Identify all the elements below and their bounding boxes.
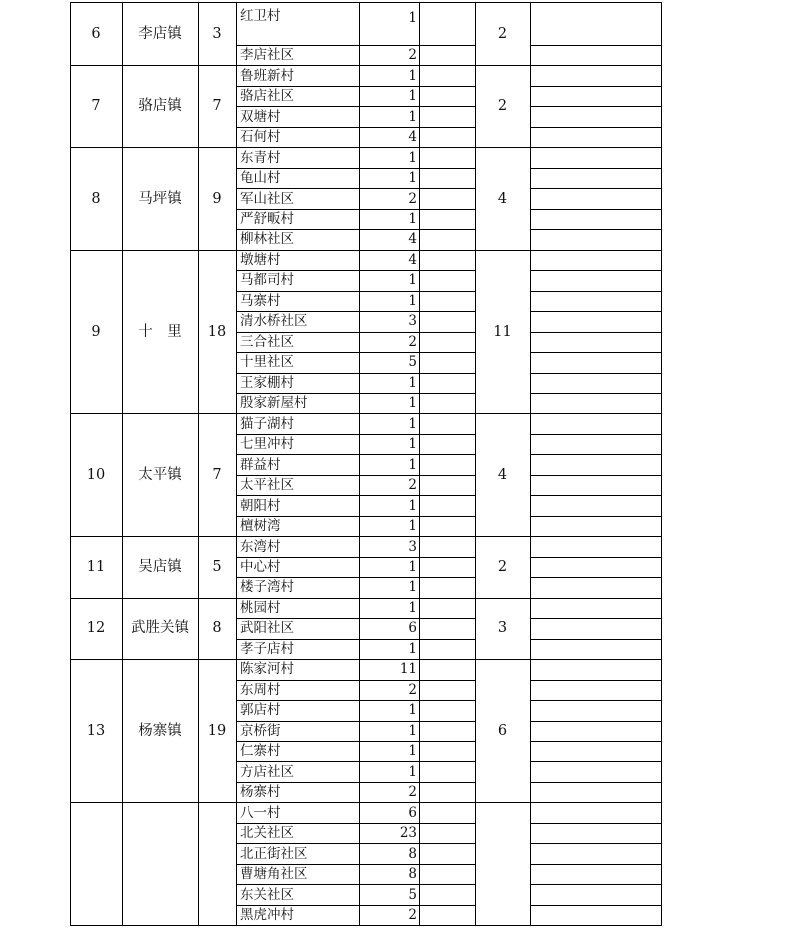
town-name: 武胜关镇 xyxy=(131,620,189,637)
village-name: 北正街社区 xyxy=(240,845,308,862)
town-extra: 2 xyxy=(497,98,508,115)
village-count: 2 xyxy=(408,784,417,801)
group-number: 13 xyxy=(86,722,106,739)
group-line xyxy=(70,925,236,926)
village-count: 1 xyxy=(408,210,417,227)
village-count: 2 xyxy=(408,333,417,350)
group-line xyxy=(475,147,530,148)
row-line xyxy=(236,925,475,926)
group-line xyxy=(475,925,530,926)
village-name: 七里冲村 xyxy=(240,436,294,453)
group-line xyxy=(70,598,236,599)
village-name: 猫子湖村 xyxy=(240,415,294,432)
group-line xyxy=(70,413,236,414)
village-count: 2 xyxy=(408,477,417,494)
group-number: 7 xyxy=(91,98,101,115)
row-line xyxy=(530,291,662,292)
village-count: 1 xyxy=(408,170,417,187)
village-count: 2 xyxy=(408,906,417,923)
village-count: 1 xyxy=(408,395,417,412)
row-line xyxy=(530,884,662,885)
village-name: 檀树湾 xyxy=(240,518,281,535)
village-count: 1 xyxy=(408,743,417,760)
town-total: 19 xyxy=(207,722,227,739)
village-name: 龟山村 xyxy=(240,170,281,187)
village-count: 1 xyxy=(408,599,417,616)
row-line xyxy=(530,188,662,189)
village-name: 武阳社区 xyxy=(240,620,294,637)
column-line xyxy=(359,2,360,926)
town-extra: 4 xyxy=(497,190,508,207)
village-name: 杨寨村 xyxy=(240,784,281,801)
town-total: 5 xyxy=(212,558,222,575)
village-name: 黑虎冲村 xyxy=(240,906,294,923)
village-count: 1 xyxy=(408,292,417,309)
group-line xyxy=(475,802,530,803)
row-line xyxy=(530,393,662,394)
group-line xyxy=(475,536,530,537)
group-line xyxy=(475,598,530,599)
group-line xyxy=(70,536,236,537)
town-name: 李店镇 xyxy=(138,25,182,42)
village-name: 石何村 xyxy=(240,129,281,146)
village-count: 3 xyxy=(408,538,417,555)
village-name: 孝子店村 xyxy=(240,640,294,657)
village-name: 太平社区 xyxy=(240,477,294,494)
row-line xyxy=(530,802,662,803)
village-count: 3 xyxy=(408,313,417,330)
town-total: 9 xyxy=(212,190,222,207)
row-line xyxy=(530,434,662,435)
village-count: 1 xyxy=(408,374,417,391)
village-name: 双塘村 xyxy=(240,108,281,125)
village-count: 23 xyxy=(399,825,417,842)
village-count: 1 xyxy=(408,415,417,432)
group-number: 10 xyxy=(86,466,106,483)
row-line xyxy=(530,618,662,619)
village-name: 鲁班新村 xyxy=(240,67,294,84)
town-name: 马坪镇 xyxy=(138,190,182,207)
group-line xyxy=(70,147,236,148)
village-name: 骆店社区 xyxy=(240,88,294,105)
village-count: 6 xyxy=(408,804,417,821)
row-line xyxy=(530,45,662,46)
row-line xyxy=(530,905,662,906)
village-name: 红卫村 xyxy=(240,8,281,24)
group-line xyxy=(70,659,236,660)
town-extra: 6 xyxy=(497,722,508,739)
village-count: 8 xyxy=(408,845,417,862)
village-count: 1 xyxy=(408,763,417,780)
village-name: 东周村 xyxy=(240,681,281,698)
town-name: 杨寨镇 xyxy=(138,722,182,739)
row-line xyxy=(530,598,662,599)
row-line xyxy=(530,250,662,251)
town-total: 7 xyxy=(212,466,222,483)
row-line xyxy=(530,229,662,230)
group-line xyxy=(70,65,236,66)
column-line xyxy=(198,2,199,926)
town-name: 太平镇 xyxy=(138,466,182,483)
row-line xyxy=(530,864,662,865)
row-line xyxy=(530,270,662,271)
group-line xyxy=(475,413,530,414)
village-count: 11 xyxy=(399,661,417,678)
village-name: 朝阳村 xyxy=(240,497,281,514)
village-name: 八一村 xyxy=(240,804,281,821)
row-line xyxy=(530,311,662,312)
group-number: 12 xyxy=(86,620,106,637)
village-name: 王家棚村 xyxy=(240,374,294,391)
town-total: 3 xyxy=(212,25,222,42)
village-name: 桃园村 xyxy=(240,599,281,616)
row-line xyxy=(530,843,662,844)
row-line xyxy=(530,475,662,476)
group-line xyxy=(475,250,530,251)
village-count: 1 xyxy=(408,497,417,514)
village-count: 6 xyxy=(408,620,417,637)
village-name: 北关社区 xyxy=(240,825,294,842)
row-line xyxy=(530,106,662,107)
village-name: 三合社区 xyxy=(240,333,294,350)
row-line xyxy=(530,86,662,87)
village-count: 1 xyxy=(408,67,417,84)
village-name: 中心村 xyxy=(240,558,281,575)
village-name: 楼子湾村 xyxy=(240,579,294,596)
row-line xyxy=(530,557,662,558)
village-name: 马都司村 xyxy=(240,272,294,289)
town-name: 吴店镇 xyxy=(138,558,182,575)
village-name: 东关社区 xyxy=(240,886,294,903)
group-line xyxy=(475,659,530,660)
row-line xyxy=(530,127,662,128)
column-line xyxy=(475,2,476,926)
row-line xyxy=(530,516,662,517)
village-name: 仁寨村 xyxy=(240,743,281,760)
row-line xyxy=(530,536,662,537)
village-name: 军山社区 xyxy=(240,190,294,207)
village-count: 2 xyxy=(408,47,417,64)
row-line xyxy=(530,741,662,742)
group-line xyxy=(475,65,530,66)
town-name: 骆店镇 xyxy=(138,98,182,115)
town-total: 8 xyxy=(212,620,222,637)
village-name: 十里社区 xyxy=(240,354,294,371)
group-number: 8 xyxy=(91,190,101,207)
town-total: 7 xyxy=(212,98,222,115)
row-line xyxy=(530,577,662,578)
village-count: 1 xyxy=(408,10,417,26)
village-name: 郭店村 xyxy=(240,702,281,719)
village-count: 1 xyxy=(408,702,417,719)
row-line xyxy=(530,454,662,455)
column-line xyxy=(122,2,123,926)
village-count: 1 xyxy=(408,88,417,105)
village-count: 1 xyxy=(408,108,417,125)
group-line xyxy=(70,250,236,251)
village-count: 1 xyxy=(408,456,417,473)
row-line xyxy=(530,373,662,374)
row-line xyxy=(530,659,662,660)
village-count: 1 xyxy=(408,558,417,575)
column-line xyxy=(419,2,420,926)
village-count: 1 xyxy=(408,149,417,166)
village-count: 1 xyxy=(408,518,417,535)
village-count: 1 xyxy=(408,640,417,657)
row-line xyxy=(530,495,662,496)
row-line xyxy=(530,782,662,783)
village-name: 李店社区 xyxy=(240,47,294,64)
village-name: 东青村 xyxy=(240,149,281,166)
column-line xyxy=(530,2,531,926)
village-count: 5 xyxy=(408,354,417,371)
town-extra: 4 xyxy=(497,466,508,483)
row-line xyxy=(530,680,662,681)
column-line xyxy=(661,2,662,926)
town-extra: 3 xyxy=(497,620,508,637)
row-line xyxy=(530,700,662,701)
group-number: 11 xyxy=(86,558,106,575)
village-name: 陈家河村 xyxy=(240,661,294,678)
row-line xyxy=(530,352,662,353)
village-count: 4 xyxy=(408,231,417,248)
village-name: 墩塘村 xyxy=(240,251,281,268)
town-name: 十 里 xyxy=(138,323,182,340)
row-line xyxy=(530,413,662,414)
table-top-border xyxy=(70,2,662,3)
village-name: 方店社区 xyxy=(240,763,294,780)
village-count: 2 xyxy=(408,190,417,207)
village-count: 1 xyxy=(408,436,417,453)
village-name: 东湾村 xyxy=(240,538,281,555)
village-count: 1 xyxy=(408,272,417,289)
village-name: 殷家新屋村 xyxy=(240,395,308,412)
village-count: 1 xyxy=(408,722,417,739)
row-line xyxy=(530,823,662,824)
village-name: 严舒畈村 xyxy=(240,210,294,227)
column-line xyxy=(236,2,237,926)
town-extra: 2 xyxy=(497,558,508,575)
row-line xyxy=(530,65,662,66)
row-line xyxy=(530,168,662,169)
village-count: 1 xyxy=(408,579,417,596)
village-count: 4 xyxy=(408,129,417,146)
row-line xyxy=(530,721,662,722)
row-line xyxy=(530,925,662,926)
village-name: 京桥街 xyxy=(240,722,281,739)
village-count: 2 xyxy=(408,681,417,698)
village-name: 清水桥社区 xyxy=(240,313,308,330)
village-name: 马寨村 xyxy=(240,292,281,309)
town-extra: 2 xyxy=(497,25,508,42)
village-count: 4 xyxy=(408,251,417,268)
group-line xyxy=(70,802,236,803)
row-line xyxy=(530,332,662,333)
group-number: 9 xyxy=(91,323,101,340)
town-extra: 11 xyxy=(493,323,512,340)
village-name: 曹塘角社区 xyxy=(240,866,308,883)
group-number: 6 xyxy=(91,25,101,42)
village-name: 柳林社区 xyxy=(240,231,294,248)
row-line xyxy=(530,639,662,640)
village-name: 群益村 xyxy=(240,456,281,473)
row-line xyxy=(530,209,662,210)
column-line xyxy=(70,2,71,926)
village-count: 8 xyxy=(408,866,417,883)
row-line xyxy=(530,147,662,148)
village-count: 5 xyxy=(408,886,417,903)
row-line xyxy=(530,761,662,762)
town-total: 18 xyxy=(207,323,227,340)
